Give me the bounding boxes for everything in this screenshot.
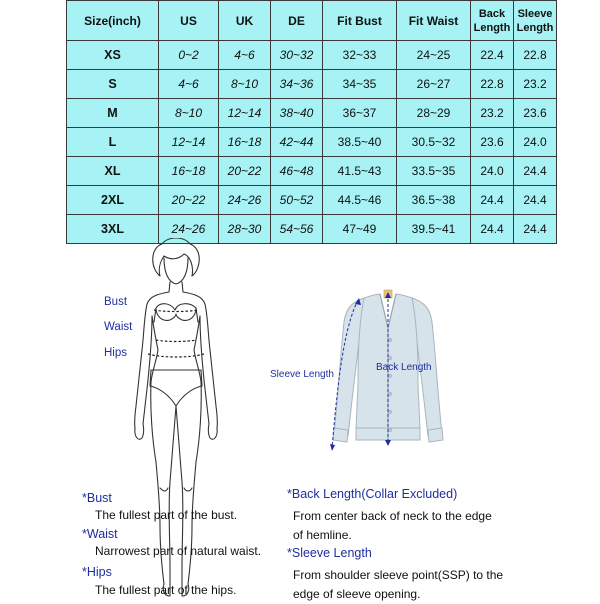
underwear-outline	[150, 370, 202, 406]
cell-us: 0~2	[159, 41, 219, 70]
cell-fit-waist: 30.5~32	[397, 128, 471, 157]
cell-back-length: 22.4	[471, 41, 514, 70]
cell-us: 24~26	[159, 215, 219, 244]
cell-fit-bust: 34~35	[323, 70, 397, 99]
header-sleeve-length: Sleeve Length	[514, 1, 557, 41]
cell-size: 3XL	[67, 215, 159, 244]
sleeve-length-definition-text	[293, 566, 503, 604]
cell-us: 20~22	[159, 186, 219, 215]
waist-definition-text: Narrowest part of natural waist.	[95, 544, 262, 558]
cell-uk: 24~26	[219, 186, 271, 215]
bust-definition-title: *Bust	[82, 491, 112, 505]
bust-callout: Bust	[104, 296, 128, 308]
cell-de: 34~36	[271, 70, 323, 99]
cell-fit-waist: 33.5~35	[397, 157, 471, 186]
cell-fit-bust: 44.5~46	[323, 186, 397, 215]
cell-size: S	[67, 70, 159, 99]
header-back-length: Back Length	[471, 1, 514, 41]
table-header-row	[67, 1, 557, 41]
hips-callout: Hips	[104, 347, 128, 359]
cell-uk: 4~6	[219, 41, 271, 70]
header-fit-bust: Fit Bust	[323, 1, 397, 41]
header-uk: UK	[219, 1, 271, 41]
waist-measure-line	[156, 340, 196, 342]
header-us: US	[159, 1, 219, 41]
cell-uk: 28~30	[219, 215, 271, 244]
cell-size: L	[67, 128, 159, 157]
cell-back-length: 23.2	[471, 99, 514, 128]
table-row	[67, 70, 557, 99]
waist-definition-title: *Waist	[82, 527, 118, 541]
cell-sleeve-length: 24.4	[514, 215, 557, 244]
cell-size: M	[67, 99, 159, 128]
sleeve-length-definition-line: From shoulder sleeve point(SSP) to the	[293, 568, 504, 582]
hair-outline	[153, 238, 200, 276]
cell-size: XL	[67, 157, 159, 186]
cell-back-length: 23.6	[471, 128, 514, 157]
cell-sleeve-length: 22.8	[514, 41, 557, 70]
table-row	[67, 99, 557, 128]
cell-de: 30~32	[271, 41, 323, 70]
bust-measure-line	[154, 310, 198, 312]
cell-fit-waist: 39.5~41	[397, 215, 471, 244]
cell-de: 50~52	[271, 186, 323, 215]
cell-de: 38~40	[271, 99, 323, 128]
bra-outline	[156, 304, 196, 321]
cell-sleeve-length: 24.4	[514, 157, 557, 186]
cell-fit-waist: 26~27	[397, 70, 471, 99]
hips-definition-title: *Hips	[82, 565, 112, 579]
cell-uk: 20~22	[219, 157, 271, 186]
hips-definition-text: The fullest part of the hips.	[95, 583, 237, 597]
sleeve-length-definition-title: *Sleeve Length	[287, 546, 372, 560]
cell-de: 42~44	[271, 128, 323, 157]
cell-back-length: 22.8	[471, 70, 514, 99]
cell-de: 46~48	[271, 157, 323, 186]
table-row	[67, 128, 557, 157]
cell-fit-waist: 24~25	[397, 41, 471, 70]
table-row	[67, 186, 557, 215]
header-fit-waist: Fit Waist	[397, 1, 471, 41]
cell-us: 16~18	[159, 157, 219, 186]
back-length-definition-line: of hemline.	[293, 528, 352, 542]
cell-fit-bust: 47~49	[323, 215, 397, 244]
sleeve-length-callout: Sleeve Length	[270, 369, 334, 380]
cell-sleeve-length: 23.6	[514, 99, 557, 128]
back-length-definition-title: *Back Length(Collar Excluded)	[287, 487, 458, 501]
cell-uk: 16~18	[219, 128, 271, 157]
cell-back-length: 24.0	[471, 157, 514, 186]
header-size: Size(inch)	[67, 1, 159, 41]
cell-us: 4~6	[159, 70, 219, 99]
cell-de: 54~56	[271, 215, 323, 244]
cell-fit-bust: 41.5~43	[323, 157, 397, 186]
cell-sleeve-length: 24.0	[514, 128, 557, 157]
cell-fit-bust: 38.5~40	[323, 128, 397, 157]
sleeve-length-definition-line: edge of sleeve opening.	[293, 587, 421, 601]
cell-back-length: 24.4	[471, 215, 514, 244]
cell-us: 8~10	[159, 99, 219, 128]
cell-uk: 12~14	[219, 99, 271, 128]
cell-fit-waist: 36.5~38	[397, 186, 471, 215]
cell-fit-waist: 28~29	[397, 99, 471, 128]
cell-back-length: 24.4	[471, 186, 514, 215]
cell-uk: 8~10	[219, 70, 271, 99]
cell-us: 12~14	[159, 128, 219, 157]
header-de: DE	[271, 1, 323, 41]
table-row	[67, 41, 557, 70]
size-chart-table	[66, 0, 557, 244]
cell-size: 2XL	[67, 186, 159, 215]
back-length-callout: Back Length	[376, 362, 432, 373]
cell-fit-bust: 32~33	[323, 41, 397, 70]
cell-size: XS	[67, 41, 159, 70]
cell-sleeve-length: 23.2	[514, 70, 557, 99]
table-row	[67, 157, 557, 186]
cell-sleeve-length: 24.4	[514, 186, 557, 215]
back-length-definition-text	[293, 507, 492, 545]
waist-callout: Waist	[104, 321, 133, 333]
bust-definition-text: The fullest part of the bust.	[95, 508, 238, 522]
back-length-definition-line: From center back of neck to the edge	[293, 509, 492, 523]
face-outline	[164, 258, 188, 284]
cell-fit-bust: 36~37	[323, 99, 397, 128]
